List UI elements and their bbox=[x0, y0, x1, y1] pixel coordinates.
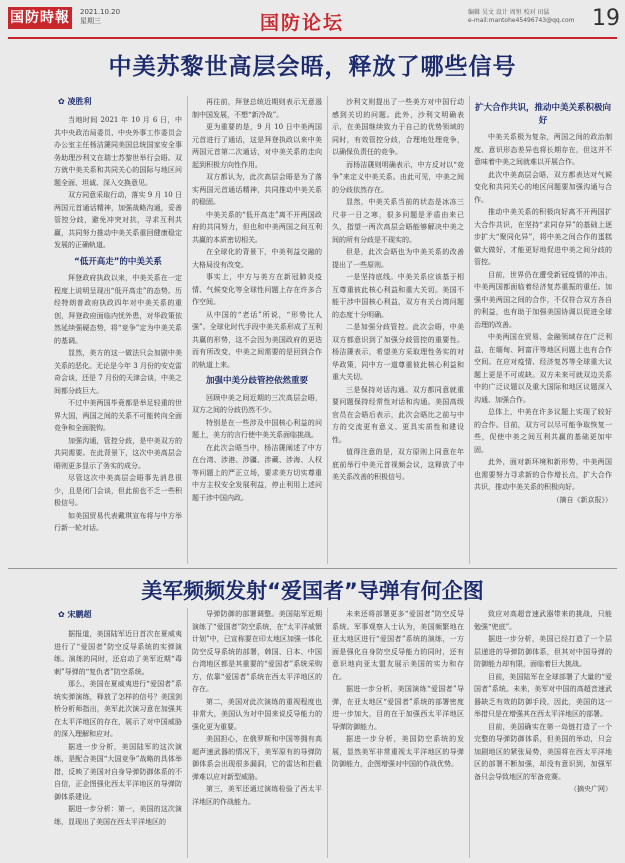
column-divider bbox=[327, 96, 328, 564]
paragraph: 推动中美关系的积极向好离不开两国扩大合作共识，在坚持“求同存异”的基础上逐步扩大“聚同化异”，将中美之间合作的蛋糕做大做好，才能更好地促进中美之间分歧的管控。 bbox=[474, 208, 612, 266]
subheading: 加强中美分歧管控依然重要 bbox=[205, 376, 308, 386]
paragraph: 双方同意采取行动，落实 9 月 10 日两国元首通话精神，加强战略沟通，妥善管控分歧，避免冲突对抗，寻求互利共赢，共同努力推动中美关系重回健康稳定发展的正确轨道。 bbox=[54, 191, 182, 249]
paragraph: 在此次会晤当中，杨洁篪阐述了中方在台湾、涉港、涉疆、涉藏、涉海、人权等问题上的严正立场，要求美方切实尊重中方主权安全发展利益，停止利用上述问题干涉中国内政。 bbox=[192, 443, 322, 502]
paragraph: 当地时间 2021 年 10 月 6 日，中共中央政治局委员、中央外事工作委员会办公室主任杨洁篪同美国总统国家安全事务助理沙利文在瑞士苏黎世举行会晤。双方就中美关系和共同关心的国际与地区问题全面、坦诚、深入交换意见。 bbox=[54, 116, 182, 187]
paragraph: 此次中美高层会晤，双方都表达对气候变化和共同关心的地区问题要加强沟通与合作。 bbox=[474, 170, 612, 204]
article1-source: （摘自《新京报》） bbox=[552, 495, 612, 504]
paragraph: 据进一步分析，美国演练“爱国者”导弹，在亚太地区“爱国者”系统的部署密度进一步加大，目的在于加强西太平洋地区导弹防御能力。 bbox=[332, 685, 464, 731]
paragraph: 从中国的“老话”所说，“形势比人强”。全球化时代手段中美关系形成了互利共赢的形势，这不会因为美国政府的更迭而有所改变，中美之间需要的是回到合作的轨道上来。 bbox=[192, 310, 322, 369]
paragraph: 中美关系极为复杂，两国之间的政治制度、意识形态差异也将长期存在，但这并不意味着中美之间就难以开展合作。 bbox=[474, 133, 612, 166]
paragraph: 中美两国在贸易、金融领域存在广泛利益，在缅甸、阿富汗等地区问题上也有合作空间。在应对疫情、经济复苏等全球重大议题上更是不可或缺。双方未来可就双边关系中的广泛议题以及重大国际和地区议题深入沟通、加强合作。 bbox=[474, 333, 612, 404]
paragraph: 回顾中美之间近期的三次高层会晤，双方之间的分歧仍然不少。 bbox=[192, 393, 322, 414]
article1-author: 凌胜利 bbox=[67, 97, 92, 106]
article2-source: （摘央广网） bbox=[570, 785, 612, 793]
paragraph: 加强沟通，管控分歧，是中美双方的共同需要。在此背景下，这次中美高层会晤则更多显示了务实的成分。 bbox=[54, 436, 182, 470]
paragraph: 未来还将部署更多“爱国者”防空反导系统。军事观察人士认为，美国频繁地在亚太地区进行“爱国者”系统的演练，一方面是强化自身防空反导能力的同时，还有意识地向亚太盟友展示美国的实力和存在。 bbox=[332, 610, 464, 681]
paragraph: 致应对高超音速武器带来的挑战，只能勉强“兜底”。 bbox=[474, 610, 612, 631]
paragraph: 那么，美国在夏威夷进行“爱国者”系统实弹演练，释放了怎样的信号？美国剑桥分析师指出，美军此次演习意在加强其在太平洋地区的存在，展示了对中国威胁的深入理解和应对。 bbox=[54, 680, 182, 738]
paragraph: 但是，此次会晤也为中美关系的改善提出了一些原则。 bbox=[332, 248, 464, 269]
article1-column-4 bbox=[474, 98, 612, 564]
masthead bbox=[0, 0, 625, 38]
paragraph: 不过中美两国毕竟都是举足轻重的世界大国，两国之间的关系不可能转向全面竞争和全面脱钩。 bbox=[54, 399, 182, 432]
byline-icon: ✿ bbox=[58, 97, 68, 106]
paragraph: 导弹防御的部署调整。美国陆军近期演练了“爱国者”防空系统，在“太平洋威慑计划”中，已宣称要在印太地区加强一体化防空反导系统的部署，韩国、日本、中国台湾地区都是其重要的“爱国者”系统采购方，依靠“爱国者”系统在西太平洋地区的存在。 bbox=[192, 610, 322, 693]
article2-column-3 bbox=[332, 608, 464, 858]
paragraph: 总体上，中美在许多议题上实现了较好的合作。目前，双方可以尽可能争取恢复一些，促使中美之间互利共赢的基础更加牢固。 bbox=[474, 408, 612, 454]
paragraph: 二是加强分歧管控。此次会晤，中美双方都意识到了加强分歧管控的重要性。杨洁篪表示，希望美方采取理性务实的对华政策，同中方一道尊重彼此核心利益和重大关切。 bbox=[332, 323, 464, 381]
editors-text: 编辑 吴文 设计 周恒 校对 田猛 bbox=[468, 9, 550, 16]
paragraph: 再往前，拜登总统近期则表示无意遏制中国发展，不想“新冷战”。 bbox=[192, 98, 322, 119]
column-divider bbox=[469, 608, 470, 858]
page-number: 19 bbox=[592, 6, 620, 31]
article2-column-2 bbox=[192, 608, 322, 858]
article2-column-4 bbox=[474, 608, 612, 858]
article1-column-3 bbox=[332, 96, 464, 564]
paragraph: 值得注意的是，双方原则上同意在年底前举行中美元首视频会议，这释放了中美关系改善的积极信号。 bbox=[332, 448, 464, 481]
column-divider bbox=[187, 608, 188, 858]
paragraph: 沙利文则提出了一些美方对中国行动感到关切的问题。此外，沙利文明确表示，在美国继续致力于自己的优势领域的同时，有效管控分歧，合理地处理竞争，以确保负责任的竞争。 bbox=[332, 98, 464, 156]
paragraph: 美国担心，在俄罗斯和中国等拥有高超声速武器的情况下，美军原有的导弹防御体系会出现很多漏洞，它的雷达和拦截弹难以应对新型威胁。 bbox=[192, 735, 322, 781]
paragraph: 在全球化的背景下，中美利益交融的大格局没有改变。 bbox=[192, 248, 322, 269]
column-divider bbox=[187, 96, 188, 564]
article2-author: 宋鹏超 bbox=[67, 610, 92, 619]
paragraph: 据报道，美国陆军近日首次在夏威夷进行了“爱国者”防空反导系统的实弹演练。演练的同时，还启动了美军近期“毒刺”导弹的“复仇者”防空系统。 bbox=[54, 630, 182, 676]
paragraph: 第二，美国对此次演练的重视程度也非常大，美国认为对中国来说反导能力的强化更为重要。 bbox=[192, 697, 322, 731]
paragraph: 拜登政府执政以来，中美关系在一定程度上说明呈现出“低开高走”的态势。历经特朗普政府执政四年对中美关系的重创，拜登政府面临内忧外患，对华政策依然延续强硬态势，将“竞争”定为中美关系的基调。 bbox=[54, 274, 182, 345]
paragraph: 第三，美军还通过演练检验了西太平洋地区的作战能力。 bbox=[192, 785, 322, 806]
article2-column-1 bbox=[54, 628, 182, 858]
paragraph: 特别是在一些涉及中国核心利益的问题上，美方的言行使中美关系面临挑战。 bbox=[192, 418, 322, 439]
article-divider bbox=[8, 568, 617, 569]
paragraph: 此外，面对新环境和新形势，中美两国也需要努力寻求新的合作增长点，扩大合作共识，推动中美关系的积极向好。 bbox=[474, 458, 612, 491]
paragraph: 显然，美方的这一做法只会加剧中美关系的恶化。无论是今年 3 月份的安克雷奇会谈，还是 7 月份的天津会谈，中美之间都分歧巨大。 bbox=[54, 349, 182, 395]
paragraph: 目前，美国确实在第一岛链打造了一个完整的导弹防御体系，但美国的举动，只会加剧地区的紧张局势，美国将在西太平洋地区的部署不断加强，却没有意识到，加强军备只会导致地区的军备竞赛。 bbox=[474, 722, 612, 781]
subheading: 扩大合作共识，推动中美关系积极向好 bbox=[474, 103, 611, 126]
section-title: 国防论坛 bbox=[260, 12, 345, 34]
column-divider bbox=[327, 608, 328, 858]
paragraph: 一是坚持底线。中美关系应该基于相互尊重彼此核心利益和重大关切。美国不能干涉中国核心利益，双方有关台湾问题的态度十分明确。 bbox=[332, 273, 464, 319]
paragraph: 双方都认为，此次高层会晤是为了落实两国元首通话精神，共同推动中美关系的稳固。 bbox=[192, 173, 322, 206]
issue-date bbox=[80, 8, 120, 26]
paragraph: 中美关系的“低开高走”离不开两国政府的共同努力，但也和中美两国之间互利共赢的本质密切相关。 bbox=[192, 210, 322, 244]
newspaper-logo: 国防時報 bbox=[8, 7, 72, 29]
email-text: e-mail:mantohe45496743@qq.com bbox=[468, 17, 575, 24]
article1-column-2 bbox=[192, 96, 322, 564]
article1-byline bbox=[58, 96, 92, 107]
editor-credits bbox=[468, 9, 588, 25]
article2-byline bbox=[58, 609, 92, 620]
paragraph: 据进一步分析，美国已经打造了一个层层递进的导弹防御体系，但其对中国导弹的防御能力却有限，面临着巨大挑战。 bbox=[474, 635, 612, 668]
subheading: “低开高走”的中美关系 bbox=[74, 256, 162, 267]
article2-headline: 美军频频发射“爱国者”导弹有何企图 bbox=[141, 579, 484, 603]
header-rule bbox=[8, 37, 617, 39]
paragraph: 如美国贸易代表戴琪宣布将与中方举行新一轮对话。 bbox=[54, 511, 182, 532]
date-text: 2021.10.20 bbox=[80, 8, 121, 16]
paragraph: 三是保持对话沟通。双方都同意就重要问题保持经常性对话和沟通。美国高级官员在会晤后表示，此次会晤比之前与中方的交流更有意义、更具实质性和建设性。 bbox=[332, 385, 464, 444]
article1-column-1 bbox=[54, 114, 182, 564]
paragraph: 事实上，中方与美方在新冠肺炎疫情、气候变化等全球性问题上存在许多合作空间。 bbox=[192, 273, 322, 306]
paragraph: 显然，中美关系当前的状态是冰冻三尺非一日之寒，很多问题是矛盾由来已久，指望一两次高层会晤能够解决中美之间的所有分歧是不现实的。 bbox=[332, 198, 464, 244]
paragraph: 更为重要的是，9 月 10 日中美两国元首进行了通话，这是拜登执政以来中美两国元首第二次通话，对中美关系的走向起到积极方向性作用。 bbox=[192, 123, 322, 169]
paragraph: 目前，世界仍在遭受新冠疫情的冲击，中美两国都面临着经济复苏重振的重任。加强中美两国之间的合作，不仅符合双方各自的利益，也有助于加强美国协调以促进全球治理的改善。 bbox=[474, 270, 612, 329]
paragraph: 尽管这次中美高层会晤事先消息很少，且是闭门会谈，但此前也不乏一些积极信号。 bbox=[54, 474, 182, 507]
paragraph: 目前，美国陆军在全球部署了大量的“爱国者”系统。未来，美军对中国的高超音速武器缺乏有效的防御手段，因此，美国的这一举措只是在增强其在西太平洋地区的部署。 bbox=[474, 672, 612, 718]
weekday-text: 星期三 bbox=[80, 17, 101, 25]
article1-headline: 中美苏黎世高层会晤，释放了哪些信号 bbox=[108, 54, 517, 80]
paragraph: 据进一步分析：第一，美国的这次演练，显现出了美国在西太平洋地区的 bbox=[54, 805, 182, 826]
paragraph: 据进一步分析，美国防空系统的发展，显然美军非常重视太平洋地区的导弹防御能力，企图增强对中国的作战优势。 bbox=[332, 735, 464, 768]
paragraph: 据进一步分析，美国陆军的这次演练，是配合美国“大国竞争”战略的具体举措，反映了美国对自身导弹防御体系的不自信，正企图强化西太平洋地区的导弹防御体系建设。 bbox=[54, 742, 182, 801]
column-divider bbox=[469, 96, 470, 564]
paragraph: 而杨洁篪则明确表示，中方反对以“竞争”来定义中美关系。由此可见，中美之间的分歧依然存在。 bbox=[332, 160, 464, 194]
byline-icon: ✿ bbox=[58, 610, 68, 619]
